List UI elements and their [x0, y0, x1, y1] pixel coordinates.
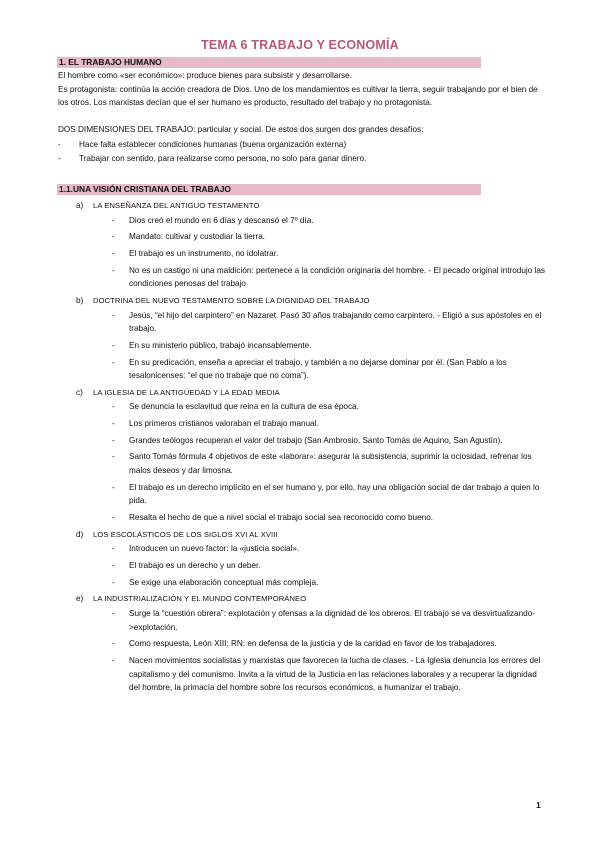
list-item-text: Nacen movimientos socialistas y marxistas que favorecen la lucha de clases. - La Iglesia denuncia los errores del capitalismo y del comunismo. Invita a la virtud de la Justicia en las relaciones laborales y a recuperar la dignidad del hombre, la primacía del hombre sobre los recursos económicos, a humanizar el trabajo.	[129, 655, 541, 693]
list-item-text: Dios creó el mundo en 6 días y descansó el 7º día.	[129, 215, 314, 225]
dash-marker: -	[112, 402, 115, 412]
list-item-text: Como respuesta, León XIII: RN: en defensa de la justicia y de la caridad en favor de los trabajadores.	[129, 639, 497, 649]
list-item	[58, 400, 548, 414]
list-item	[58, 576, 548, 590]
subsection-title: DOCTRINA DEL NUEVO TESTAMENTO SOBRE LA DIGNIDAD DEL TRABAJO	[93, 295, 370, 305]
list-item	[58, 542, 548, 556]
list-item	[58, 247, 548, 261]
dash-marker: -	[112, 560, 115, 570]
list-item	[58, 434, 548, 448]
dash-marker: -	[58, 153, 61, 163]
list-item	[58, 481, 548, 508]
subsection-letter: a)	[76, 201, 84, 210]
subsection-letter: b)	[76, 295, 84, 305]
list-item	[58, 214, 548, 228]
dash-marker: -	[112, 608, 115, 618]
list-item-text: El trabajo es un instrumento, no idolatrar.	[129, 248, 279, 258]
list-item	[58, 450, 548, 477]
subsection-list	[58, 309, 548, 383]
list-item	[58, 511, 548, 525]
subsection-title: LA ENSEÑANZA DEL ANTIGUO TESTAMENTO	[93, 201, 260, 210]
list-item-text: Trabajar con sentido, para realizarse como persona, no solo para ganar dinero.	[79, 153, 367, 163]
list-item-text: El trabajo es un derecho implícito en el ser humano y, por ello, hay una obligación social de dar trabajo a quien lo pida.	[129, 482, 540, 506]
dash-marker: -	[112, 419, 115, 429]
list-item	[58, 637, 548, 651]
paragraph-ser-economico: El hombre como «ser económico»: produce bienes para subsistir y desarrollarse.	[58, 71, 352, 80]
list-item-text: Surge la “cuestión obrera”: explotación y ofensas a la dignidad de los obreros. El trabajo se va desvirtualizando->explotación.	[129, 608, 535, 632]
dash-marker: -	[112, 265, 115, 275]
list-item-text: El trabajo es un derecho y un deber.	[129, 560, 261, 570]
dash-marker: -	[112, 513, 115, 522]
list-item-text: Se exige una elaboración conceptual más compleja.	[129, 577, 319, 587]
page-number: 1	[536, 800, 541, 810]
dash-marker: -	[112, 639, 115, 649]
list-item-text: En su ministerio público, trabajó incansablemente.	[129, 340, 312, 350]
list-item-text: Introducen un nuevo factor: la «justicia social».	[129, 544, 300, 554]
subsection-list	[58, 607, 548, 695]
subsection-list	[58, 400, 548, 524]
subsection-heading	[58, 199, 548, 213]
dash-marker: -	[112, 340, 115, 350]
list-item-text: Grandes teólogos recuperan el valor del trabajo (San Ambrosio, Santo Tomás de Aquino, San Agustín).	[129, 435, 503, 445]
paragraph-protagonista: Es protagonista: continúa la acción creadora de Dios. Uno de los mandamientos es cultivar la tierra, seguir trabajando por el bien de los otros. Los marxistas decían que el ser humano es producto, resultado del trabajo y no protagonista.	[58, 84, 538, 108]
list-item	[58, 152, 548, 166]
list-item	[58, 138, 548, 152]
list-item-text: Mandato: cultivar y custodiar la tierra.	[129, 232, 266, 242]
list-item	[58, 559, 548, 573]
list-item	[58, 339, 548, 353]
list-item-text: Resalta el hecho de que a nivel social el trabajo social sea reconocido como bueno.	[129, 513, 434, 522]
dash-marker: -	[112, 248, 115, 258]
subsection-title: LOS ESCOLÁSTICOS DE LOS SIGLOS XVI AL XVIII	[93, 529, 278, 539]
list-item	[58, 230, 548, 244]
list-item-text: No es un castigo ni una maldición: pertenece a la condición originaria del hombre. - El pecado original introdujo las condiciones penosas del trabajo	[129, 265, 545, 289]
subsection-letter: d)	[76, 529, 84, 539]
subsection-letter: e)	[76, 594, 84, 604]
subsection-heading	[58, 294, 548, 308]
dash-marker: -	[112, 577, 115, 587]
section-heading-trabajo-humano: 1. EL TRABAJO HUMANO	[57, 57, 481, 68]
dash-marker: -	[112, 310, 115, 320]
subsection-list	[58, 214, 548, 291]
list-item	[58, 264, 548, 291]
subsection-heading	[58, 386, 548, 400]
list-item	[58, 356, 548, 383]
list-item	[58, 417, 548, 431]
list-item	[58, 607, 548, 634]
dash-marker: -	[112, 435, 115, 445]
paragraph-dos-dimensiones: DOS DIMENSIONES DEL TRABAJO: particular y social. De estos dos surgen dos grandes desafíos:	[58, 124, 424, 134]
section-heading-vision-cristiana: 1.1.UNA VISIÓN CRISTIANA DEL TRABAJO	[57, 184, 481, 195]
dash-marker: -	[112, 232, 115, 242]
dash-marker: -	[58, 140, 61, 150]
subsection-title: LA INDUSTRIALIZACIÓN Y EL MUNDO CONTEMPORÁNEO	[93, 594, 307, 604]
subsection-letter: c)	[76, 387, 83, 397]
dimensions-list	[58, 138, 548, 165]
dash-marker: -	[112, 215, 115, 225]
subsection-heading	[58, 592, 548, 606]
subsection-title: LA IGLESIA DE LA ANTIGÜEDAD Y LA EDAD MEDIA	[93, 387, 280, 397]
subsection-heading	[58, 528, 548, 542]
list-item	[58, 654, 548, 695]
dash-marker: -	[112, 452, 115, 462]
dash-marker: -	[112, 544, 115, 554]
page-title: TEMA 6 TRABAJO Y ECONOMÍA	[201, 38, 399, 52]
list-item-text: En su predicación, enseña a apreciar el trabajo, y también a no dejarse dominar por él. (San Pablo a los tesalonicenses: “el que no trabaje que no coma”).	[129, 357, 507, 381]
list-item-text: Santo Tomás fórmula 4 objetivos de este «laborar»: asegurar la subsistencia, suprimir la ociosidad, refrenar los malos deseos y dar limosna.	[129, 452, 532, 476]
subsection-list	[58, 542, 548, 589]
dash-marker: -	[112, 357, 115, 367]
dash-marker: -	[112, 655, 115, 665]
section-body-vision-cristiana	[58, 198, 548, 698]
list-item-text: Hace falta establecer condiciones humanas (buena organización externa)	[79, 140, 347, 150]
list-item-text: Se denuncia la esclavitud que reina en la cultura de esa época.	[129, 402, 359, 412]
list-item-text: Los primeros cristianos valoraban el trabajo manual.	[129, 419, 319, 429]
list-item-text: Jesús, “el hijo del carpintero” en Nazaret. Pasó 30 años trabajando como carpintero. - Eligió a sus apóstoles en el trabajo.	[129, 310, 542, 334]
list-item	[58, 309, 548, 336]
section-body-trabajo-humano	[58, 69, 548, 166]
dash-marker: -	[112, 482, 115, 492]
